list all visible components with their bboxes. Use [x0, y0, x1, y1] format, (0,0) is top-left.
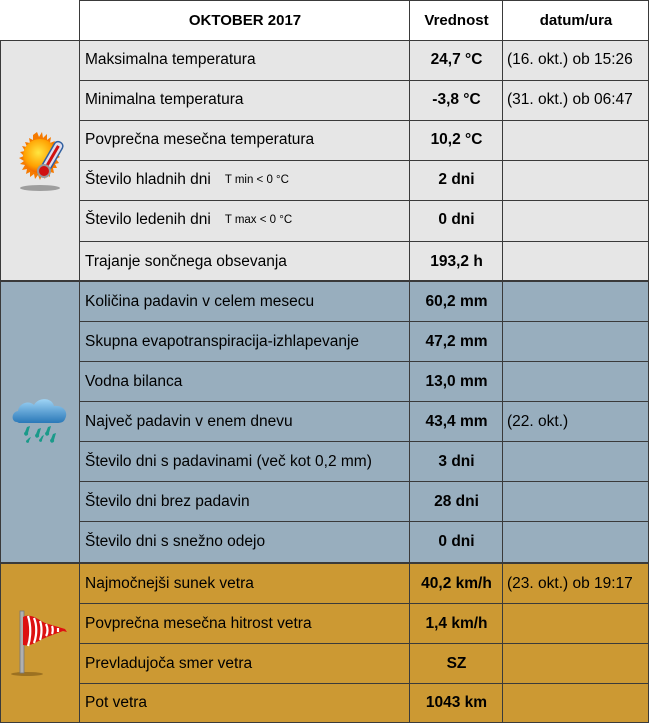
row-value: 60,2 mm: [425, 293, 488, 310]
row-value: 0 dni: [438, 533, 475, 550]
row-value: SZ: [446, 655, 467, 672]
grid-line: [79, 441, 649, 442]
header-value: Vrednost: [410, 0, 503, 40]
grid-line: [0, 40, 649, 41]
row-label: Pot vetra: [85, 694, 148, 711]
grid-line: [79, 521, 649, 522]
row-label: Najmočnejši sunek vetra: [85, 575, 254, 592]
row-label: Vodna bilanca: [85, 373, 183, 390]
row-label: Povprečna mesečna temperatura: [85, 131, 315, 148]
table-row: [80, 564, 649, 604]
table-row: [80, 160, 649, 200]
sun-thermometer-icon: [10, 128, 70, 193]
table-row: [80, 482, 649, 522]
table-row: [80, 402, 649, 442]
temperature-icon-cell: [0, 40, 80, 280]
table-row: [80, 200, 649, 240]
row-value: 43,4 mm: [425, 413, 488, 430]
row-note: T max < 0 °C: [224, 214, 293, 226]
row-label: Največ padavin v enem dnevu: [85, 413, 293, 430]
row-value: 2 dni: [438, 171, 475, 188]
table-row: [80, 644, 649, 684]
windsock-icon: [9, 607, 71, 677]
row-label: Maksimalna temperatura: [85, 51, 256, 68]
row-label: Število dni s padavinami (več kot 0,2 mm): [85, 453, 372, 470]
row-value: 0 dni: [438, 211, 475, 228]
row-label: Število ledenih dni T max < 0 °C: [85, 211, 293, 228]
row-value: 13,0 mm: [425, 373, 488, 390]
grid-line: [79, 160, 649, 161]
table-row: [80, 40, 649, 80]
row-value: 47,2 mm: [425, 333, 488, 350]
table-row: [80, 322, 649, 362]
row-value: 193,2 h: [430, 253, 483, 270]
table-row: [80, 604, 649, 644]
table-row: [80, 242, 649, 282]
row-label: Število dni brez padavin: [85, 493, 250, 510]
grid-line: [79, 481, 649, 482]
rain-cloud-icon: [9, 394, 71, 448]
grid-line: [0, 562, 649, 564]
wind-icon-cell: [0, 562, 80, 722]
row-label: Trajanje sončnega obsevanja: [85, 253, 287, 270]
header-date: datum/ura: [503, 0, 649, 40]
grid-line: [79, 120, 649, 121]
grid-line: [79, 241, 649, 242]
table-row: [80, 442, 649, 482]
table-row: [80, 120, 649, 160]
row-value: -3,8 °C: [432, 91, 481, 108]
table-row: [80, 362, 649, 402]
row-label: Količina padavin v celem mesecu: [85, 293, 315, 310]
row-note: T min < 0 °C: [224, 174, 289, 186]
grid-line: [79, 0, 649, 1]
row-date: (31. okt.) ob 06:47: [507, 91, 633, 108]
grid-line: [79, 80, 649, 81]
row-date: (23. okt.) ob 19:17: [507, 575, 633, 592]
row-label: Prevladujoča smer vetra: [85, 655, 253, 672]
table-row: [80, 80, 649, 120]
grid-line: [0, 722, 649, 723]
row-label: Število hladnih dni T min < 0 °C: [85, 171, 289, 188]
table-row: [80, 522, 649, 562]
table-row: [80, 683, 649, 723]
row-value: 3 dni: [438, 453, 475, 470]
row-label: Skupna evapotranspiracija-izhlapevanje: [85, 333, 360, 350]
row-date: (16. okt.) ob 15:26: [507, 51, 633, 68]
grid-line: [79, 643, 649, 644]
grid-line: [79, 683, 649, 684]
row-value: 1043 km: [425, 694, 488, 711]
table-row: [80, 282, 649, 322]
row-date: (22. okt.): [507, 413, 569, 430]
row-value: 24,7 °C: [430, 51, 483, 68]
row-label: Povprečna mesečna hitrost vetra: [85, 615, 312, 632]
grid-line: [79, 361, 649, 362]
header-title: OKTOBER 2017: [80, 0, 410, 40]
row-label: Minimalna temperatura: [85, 91, 244, 108]
grid-line: [79, 603, 649, 604]
row-value: 10,2 °C: [430, 131, 483, 148]
grid-line: [79, 401, 649, 402]
row-value: 40,2 km/h: [421, 575, 492, 592]
grid-line: [79, 200, 649, 201]
row-label: Število dni s snežno odejo: [85, 533, 266, 550]
grid-line: [0, 40, 1, 723]
row-value: 28 dni: [434, 493, 479, 510]
precipitation-icon-cell: [0, 280, 80, 562]
row-value: 1,4 km/h: [425, 615, 488, 632]
grid-line: [79, 321, 649, 322]
grid-line: [0, 280, 649, 282]
